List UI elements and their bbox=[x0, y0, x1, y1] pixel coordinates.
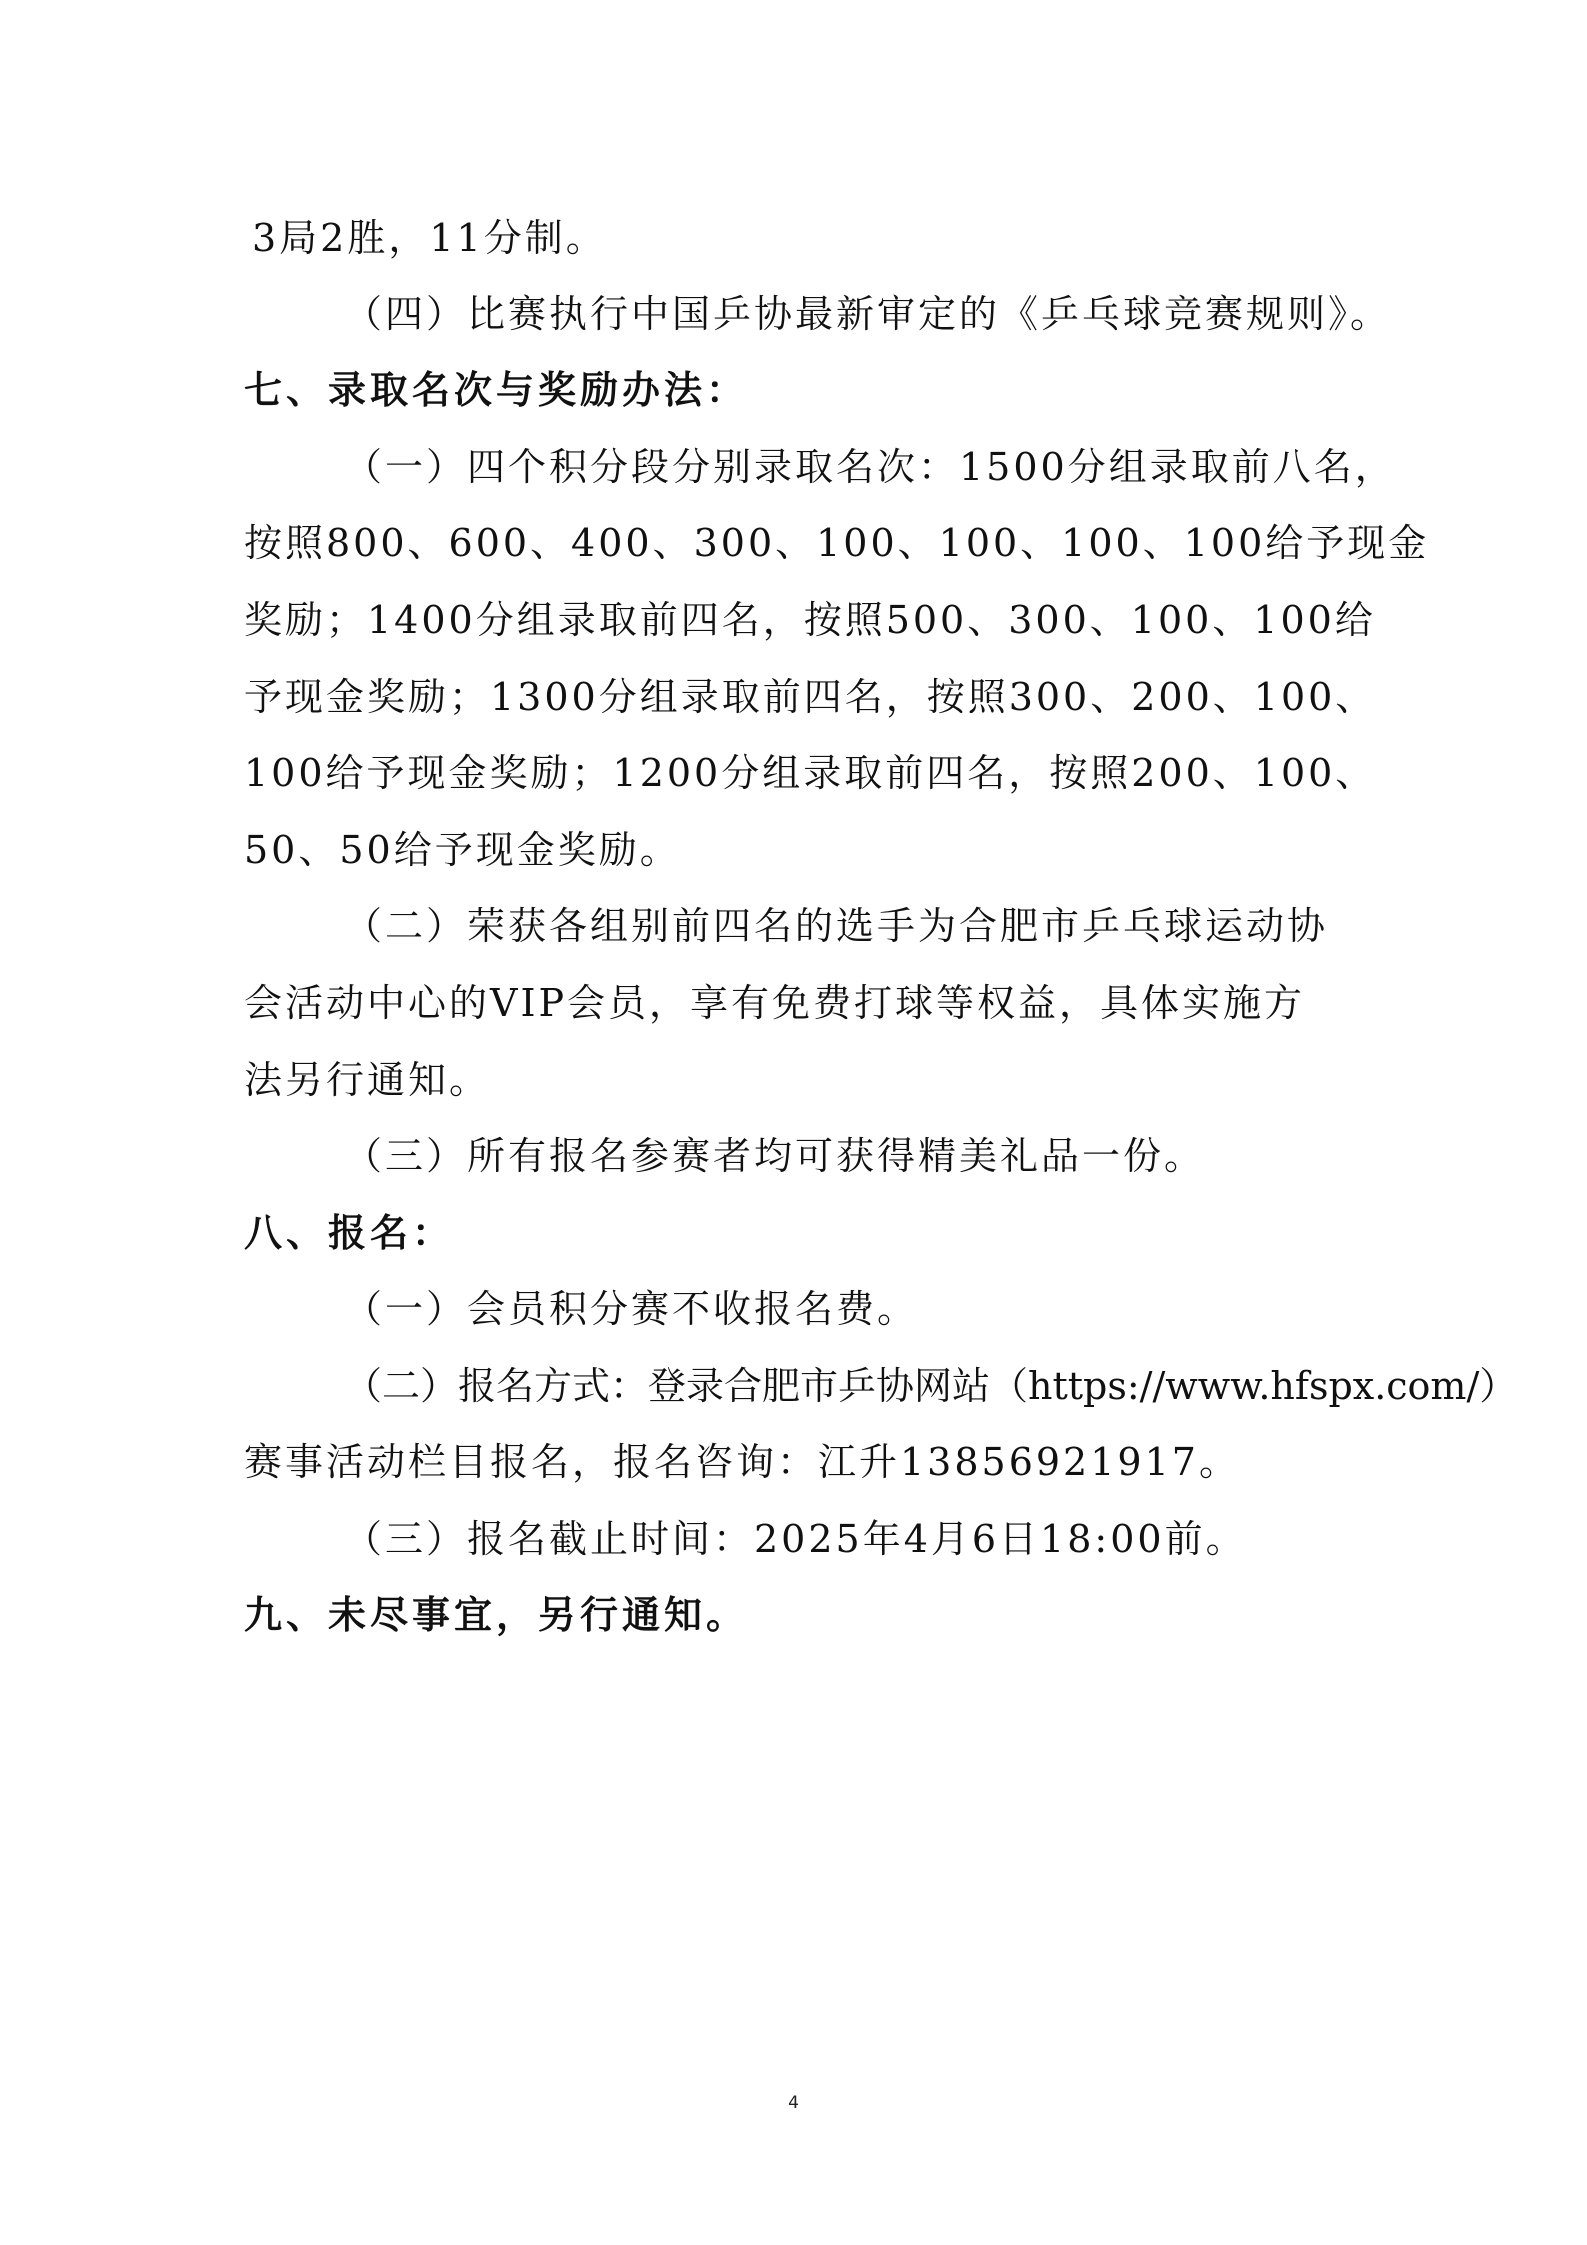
text-line-match-format: 3局2胜，11分制。 bbox=[252, 216, 607, 260]
text-line-vip-2: 会活动中心的VIP会员，享有免费打球等权益，具体实施方 bbox=[244, 981, 1306, 1025]
section-heading-awards: 七、录取名次与奖励办法： bbox=[244, 367, 749, 412]
section-heading-other: 九、未尽事宜，另行通知。 bbox=[244, 1592, 749, 1637]
text-line-vip-1: （二）荣获各组别前四名的选手为合肥市乒乓球运动协 bbox=[344, 904, 1329, 948]
text-line-awards-3: 奖励；1400分组录取前四名，按照500、300、100、100给 bbox=[244, 598, 1376, 642]
text-line-awards-2: 按照800、600、400、300、100、100、100、100给予现金 bbox=[244, 521, 1430, 565]
text-line-registration-contact: 赛事活动栏目报名，报名咨询：江升13856921917。 bbox=[244, 1440, 1240, 1484]
text-line-gift: （三）所有报名参赛者均可获得精美礼品一份。 bbox=[344, 1134, 1206, 1178]
text-line-fee: （一）会员积分赛不收报名费。 bbox=[344, 1287, 919, 1331]
text-line-awards-4: 予现金奖励；1300分组录取前四名，按照300、200、100、 bbox=[244, 675, 1377, 719]
text-line-vip-3: 法另行通知。 bbox=[244, 1058, 491, 1102]
section-heading-registration: 八、报名： bbox=[244, 1210, 455, 1255]
text-line-awards-6: 50、50给予现金奖励。 bbox=[244, 828, 681, 872]
page-number: 4 bbox=[788, 2093, 799, 2113]
text-line-awards-5: 100给予现金奖励；1200分组录取前四名，按照200、100、 bbox=[244, 751, 1377, 795]
text-line-awards-1: （一）四个积分段分别录取名次：1500分组录取前八名， bbox=[344, 445, 1396, 489]
text-line-registration-method: （二）报名方式：登录合肥市乒协网站（https://www.hfspx.com/） bbox=[344, 1364, 1518, 1408]
text-line-rules: （四）比赛执行中国乒协最新审定的《乒乓球竞赛规则》。 bbox=[344, 292, 1392, 336]
text-line-deadline: （三）报名截止时间：2025年4月6日18:00前。 bbox=[344, 1517, 1247, 1561]
